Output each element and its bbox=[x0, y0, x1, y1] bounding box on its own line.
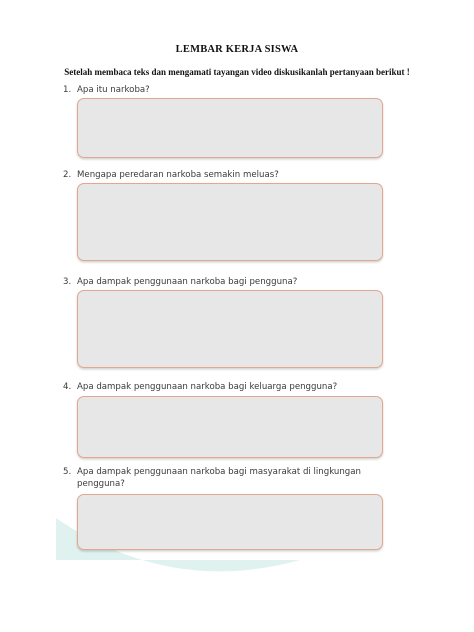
question-text: Apa dampak penggunaan narkoba bagi keluarga pengguna? bbox=[77, 382, 338, 392]
instruction-text: Setelah membaca teks dan mengamati tayangan video diskusikanlah pertanyaan berikut ! bbox=[64, 67, 410, 77]
question-number: 5. bbox=[63, 467, 72, 477]
page-title: LEMBAR KERJA SISWA bbox=[175, 44, 299, 55]
question-1 bbox=[63, 84, 388, 96]
question-text: Apa itu narkoba? bbox=[77, 85, 150, 95]
answer-box-3[interactable] bbox=[77, 290, 383, 368]
answer-box-4[interactable] bbox=[77, 396, 383, 458]
answer-box-5[interactable] bbox=[77, 494, 383, 550]
question-text: Mengapa peredaran narkoba semakin meluas? bbox=[77, 170, 279, 180]
question-text-continued: pengguna? bbox=[77, 479, 125, 489]
question-number: 4. bbox=[63, 382, 72, 392]
question-4 bbox=[63, 381, 388, 393]
answer-box-2[interactable] bbox=[77, 183, 383, 261]
question-number: 3. bbox=[63, 277, 72, 287]
question-text: Apa dampak penggunaan narkoba bagi pengguna? bbox=[77, 277, 298, 287]
question-5 bbox=[63, 466, 388, 490]
question-number: 2. bbox=[63, 170, 72, 180]
question-2 bbox=[63, 169, 388, 181]
question-3 bbox=[63, 276, 388, 288]
question-text: Apa dampak penggunaan narkoba bagi masyarakat di lingkungan bbox=[77, 467, 361, 477]
answer-box-1[interactable] bbox=[77, 98, 383, 158]
question-number: 1. bbox=[63, 85, 72, 95]
